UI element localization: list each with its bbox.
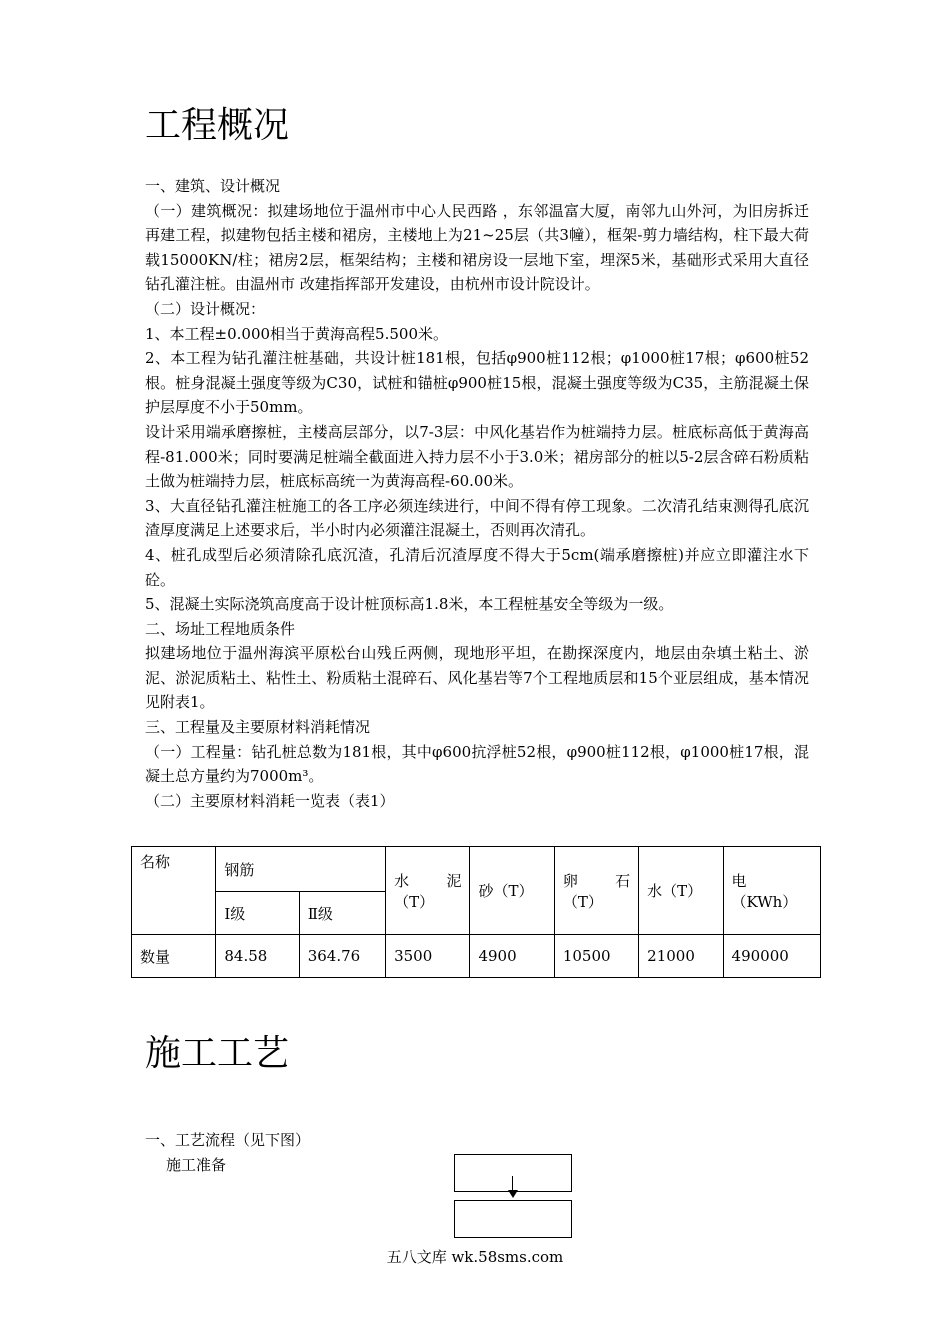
paragraph-quantities: （一）工程量：钻孔桩总数为181根，其中φ600抗浮桩52根，φ900桩112根，φ1000桩17根，混凝土总方量约为7000m³。 <box>145 742 809 786</box>
overview-body <box>145 174 809 813</box>
table-header-gravel: 卵 石 （T） <box>554 847 638 935</box>
heading-design-summary: （二）设计概况： <box>145 299 266 318</box>
process-heading: 一、工艺流程（见下图） <box>145 1131 311 1149</box>
table-cell: 364.76 <box>299 935 385 978</box>
paragraph-item-4: 4、桩孔成型后必须清除孔底沉渣，孔清后沉渣厚度不得大于5cm(端承磨擦桩)并应立即灌注水下砼。 <box>145 545 809 589</box>
heading-design-overview: 一、建筑、设计概况 <box>145 177 281 195</box>
table-header-water: 水（T） <box>639 847 723 935</box>
paragraph-item-3: 3、大直径钻孔灌注桩施工的各工序必须连续进行，中间不得有停工现象。二次清孔结束测得孔底沉渣厚度满足上述要求后，半小时内必须灌注混凝土，否则再次清孔。 <box>145 496 809 540</box>
table-header-power: 电 （KWh） <box>723 847 820 935</box>
flow-start-label: 施工准备 <box>166 1156 227 1174</box>
table-header-rebar-grade1: Ⅰ级 <box>216 892 299 935</box>
table-cell: 10500 <box>554 935 638 978</box>
table-row-label: 数量 <box>132 935 216 978</box>
paragraph-design-pile: 设计采用端承磨擦桩，主楼高层部分，以7-3层：中风化基岩作为桩端持力层。桩底标高低于黄海高程-81.000米；同时要满足桩端全截面进入持力层不小于3.0米；裙房部分的桩以5-2层含碎石粉质粘土做为桩端持力层，桩底标高统一为黄海高程-60.00米。 <box>145 422 809 491</box>
table-header-rebar-grade2: Ⅱ级 <box>299 892 385 935</box>
table-cell: 84.58 <box>216 935 299 978</box>
arrow-down-icon <box>508 1190 518 1198</box>
table-header-rebar: 钢筋 <box>216 847 386 892</box>
section-title-process: 施工工艺 <box>145 1033 290 1074</box>
flow-box-2 <box>454 1200 572 1238</box>
paragraph-item-2: 2、本工程为钻孔灌注桩基础，共设计桩181根，包括φ900桩112根；φ1000桩17根；φ600桩52根。桩身混凝土强度等级为C30，试桩和锚桩φ900桩15根，混凝土强度等级为C35，主筋混凝土保护层厚度不小于50mm。 <box>145 349 809 417</box>
table-header-cement: 水 泥 （T） <box>386 847 470 935</box>
table-header-name: 名称 <box>132 847 216 935</box>
table-cell: 21000 <box>639 935 723 978</box>
table-cell: 3500 <box>386 935 470 978</box>
section-title-overview: 工程概况 <box>145 105 290 146</box>
table-cell: 4900 <box>470 935 554 978</box>
paragraph-building-overview: （一）建筑概况：拟建场地位于温州市中心人民西路 ，东邻温富大厦，南邻九山外河，为旧房拆迁再建工程，拟建物包括主楼和裙房，主楼地上为21~25层（共3幢），框架-剪力墙结构，柱下最大荷载15000KN/柱；裙房2层，框架结构；主楼和裙房设一层地下室，埋深5米，基础形式采用大直径钻孔灌注桩。由温州市 改建指挥部开发建设，由杭州市设计院设计。 <box>145 201 809 294</box>
paragraph-geology: 拟建场地位于温州海滨平原松台山残丘两侧，现地形平坦，在勘探深度内，地层由杂填土粘土、淤泥、淤泥质粘土、粘性土、粉质粘土混碎石、风化基岩等7个工程地质层和15个亚层组成，基本情况见附表1。 <box>145 644 809 712</box>
paragraph-item-1: 1、本工程±0.000相当于黄海高程5.500米。 <box>145 324 448 343</box>
table-cell: 490000 <box>723 935 820 978</box>
flow-box-1 <box>454 1154 572 1192</box>
paragraph-item-5: 5、混凝土实际浇筑高度高于设计桩顶标高1.8米，本工程桩基安全等级为一级。 <box>145 595 674 614</box>
heading-quantities: 三、工程量及主要原材料消耗情况 <box>145 718 371 737</box>
materials-table <box>131 846 821 978</box>
heading-geology: 二、场址工程地质条件 <box>145 619 296 638</box>
table-header-sand: 砂（T） <box>470 847 554 935</box>
table-caption: （二）主要原材料消耗一览表（表1） <box>145 791 395 810</box>
footer-watermark: 五八文库 wk.58sms.com <box>386 1248 564 1266</box>
